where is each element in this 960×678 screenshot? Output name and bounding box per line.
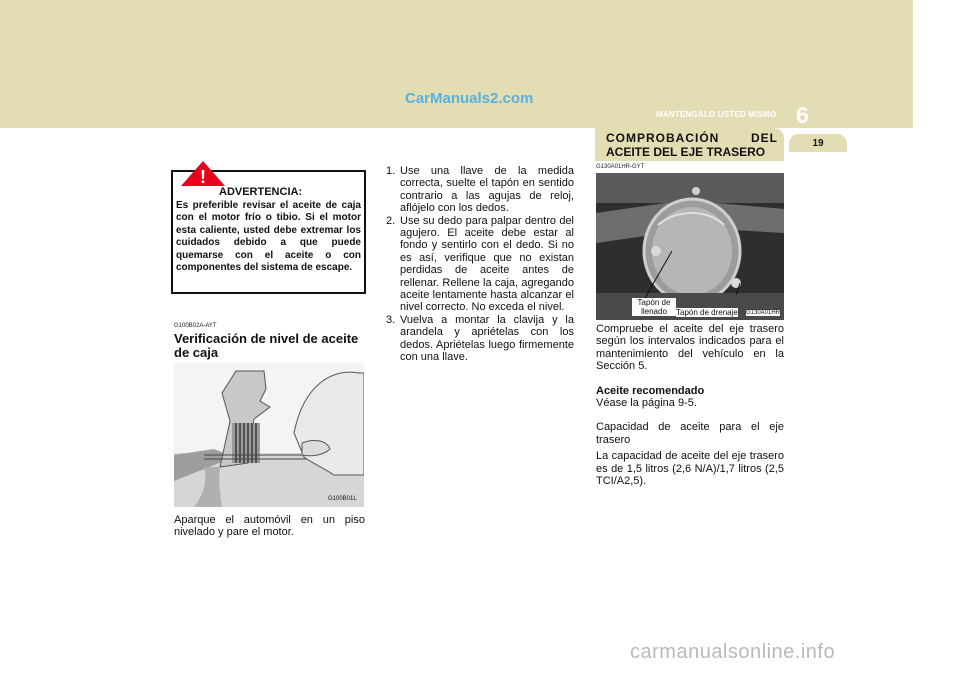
section-title: MANTENGALO USTED MISMO: [656, 110, 777, 119]
section-heading-tab: [595, 128, 784, 161]
gearbox-intro-text: Aparque el automóvil en un piso nivelado y pare el motor.: [174, 514, 365, 539]
gearbox-section-title: Verificación de nivel de aceite de caja: [174, 331, 359, 360]
warning-text: Es preferible revisar el aceite de caja con el motor frío o tibio. Si el motor esta caliente, usted debe extremar los cuidados debido a que puede quemarse con el aceite o con componentes del sistema de escape.: [176, 200, 361, 274]
step-text: Vuelva a montar la clavija y la arandela y apriételas con los dedos. Apriételas luego firmemente con una llave.: [400, 313, 574, 364]
heading-word-2: DEL: [751, 131, 778, 145]
drain-plug-label: Tapón de drenaje: [676, 308, 738, 317]
warning-title: ADVERTENCIA:: [219, 186, 303, 198]
rear-axle-code: G130A01HR-GYT: [596, 164, 645, 170]
list-item: [386, 314, 574, 364]
warning-box: [171, 167, 366, 294]
rear-axle-photo: [596, 173, 784, 320]
recommended-oil-text: Véase la página 9-5.: [596, 397, 697, 410]
fill-plug-label: [632, 298, 676, 316]
rear-axle-figure-code: G130A01HR: [746, 310, 781, 316]
step-number: 2.: [386, 214, 396, 227]
step-number: 1.: [386, 165, 396, 177]
dipstick-figure-code: G100B01L: [328, 496, 357, 502]
step-text: Use su dedo para palpar dentro del agujero. El aceite debe estar al fondo y sentirlo con el dedo. Si no es así, verifique que no existan perdidas de aceite antes de rellenar. Rellene la caja, agregando aceite lentamente hasta alcanzar el nivel correcto. No exceda el nivel.: [400, 214, 574, 314]
procedure-steps: [386, 165, 574, 364]
recommended-oil-title: Aceite recomendado: [596, 384, 705, 397]
header-band: [0, 0, 913, 128]
rear-axle-text: [596, 323, 784, 487]
rear-axle-intro: Compruebe el aceite del eje trasero según los intervalos indicados para el mantenimiento del vehículo en la Sección 5.: [596, 323, 784, 373]
fill-plug-label-1: Tapón de: [637, 298, 671, 307]
rear-axle-illustration: [596, 173, 784, 320]
chapter-number: 6: [796, 102, 809, 128]
capacity-title: Capacidad de aceite para el eje trasero: [596, 421, 784, 446]
list-item: [386, 215, 574, 314]
step-text: Use una llave de la medida correcta, suelte el tapón en sentido contrario a las agujas de reloj, aflójelo con los dedos.: [400, 165, 574, 215]
heading-line-2: ACEITE DEL EJE TRASERO: [606, 145, 766, 159]
capacity-text: La capacidad de aceite del eje trasero es de 1,5 litros (2,6 N/A)/1,7 litros (2,5 TCI/A2,5).: [596, 450, 784, 488]
list-item: [386, 165, 574, 215]
page-number: 19: [789, 134, 847, 152]
site-link[interactable]: CarManuals2.com: [405, 90, 534, 107]
fill-plug-label-2: llenado: [641, 307, 667, 316]
dipstick-figure: [174, 363, 364, 507]
warning-triangle-icon: [173, 158, 233, 186]
heading-word-1: COMPROBACIÓN: [606, 131, 720, 145]
footer-watermark[interactable]: carmanualsonline.info: [630, 641, 836, 663]
warning-glyph: !: [200, 167, 206, 186]
step-number: 3.: [386, 313, 396, 326]
gearbox-section-code: G100B02A-AYT: [174, 323, 217, 329]
dipstick-illustration: [174, 363, 364, 507]
